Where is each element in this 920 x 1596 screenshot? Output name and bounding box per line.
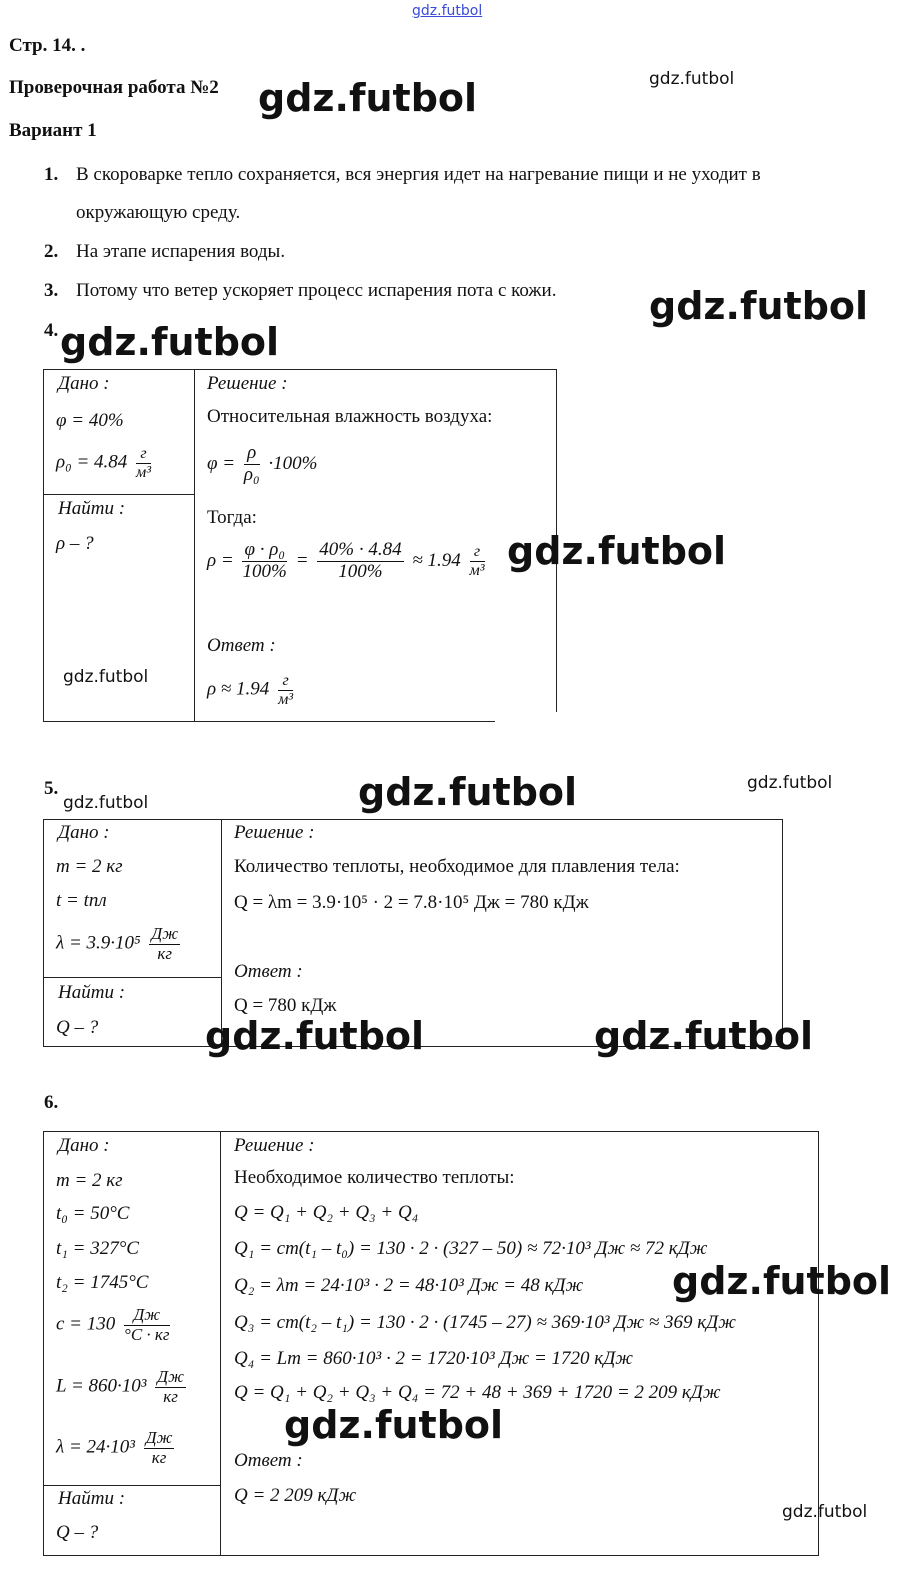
- watermark-large: gdz.futbol: [205, 1014, 425, 1058]
- task-4-then: Тогда:: [207, 507, 257, 528]
- task-6-given-label: Дано :: [58, 1135, 110, 1156]
- work-title: Проверочная работа №2: [9, 77, 219, 98]
- task-4-formula-1-fraction: [244, 443, 260, 486]
- watermark-top[interactable]: gdz.futbol: [412, 3, 483, 19]
- answer-1-number: 1.: [44, 164, 59, 185]
- task-5-answer-label: Ответ :: [234, 961, 303, 982]
- watermark-large: gdz.futbol: [60, 320, 280, 364]
- task-6-answer: Q = 2 209 кДж: [234, 1485, 357, 1506]
- task-4-solution-label: Решение :: [207, 373, 288, 394]
- task-5-answer: Q = 780 кДж: [234, 995, 337, 1016]
- task-4-formula-2-unit-den: м³: [469, 561, 485, 579]
- task-4-answer-unit-den: м³: [278, 690, 294, 708]
- task-4-answer: [207, 672, 297, 708]
- task-4-formula-2-fraction-1: [242, 540, 287, 583]
- task-6-given-c-unit: [124, 1306, 169, 1344]
- page-number: Стр. 14. .: [9, 35, 86, 56]
- task-6-lambda-unit-num: Дж: [145, 1428, 173, 1447]
- task-4-formula-2-den-2: 100%: [338, 560, 383, 582]
- task-4-formula-2-fraction-2: [317, 540, 403, 583]
- task-4-formula-1-right: ·100%: [268, 452, 318, 474]
- task-4-formula-2-eq: =: [295, 549, 309, 571]
- task-4-formula-2-num-1: φ · ρ₀: [244, 539, 285, 560]
- task-4-number: 4.: [44, 320, 59, 341]
- task-5-solution-label: Решение :: [234, 822, 315, 843]
- task-6-given-t1: t₁ = 327°C: [56, 1238, 139, 1259]
- task-5-unit-num: Дж: [151, 924, 179, 943]
- task-4-formula-2-unit-num: г: [470, 543, 485, 562]
- task-6-c-unit-den: °С · кг: [124, 1324, 170, 1344]
- task-4-formula-2-left: ρ =: [207, 549, 234, 571]
- task-6-given-lambda: [56, 1429, 178, 1467]
- watermark-large: gdz.futbol: [258, 76, 478, 120]
- task-6-line-4: Q₃ = cm(t₂ – t₁) = 130 · 2 · (1745 – 27) ≈ 369·10³ Дж ≈ 369 кДж: [234, 1312, 736, 1333]
- task-4-answer-label: Ответ :: [207, 635, 276, 656]
- watermark-small: gdz.futbol: [63, 667, 149, 687]
- watermark-large: gdz.futbol: [358, 770, 578, 814]
- watermark-large: gdz.futbol: [594, 1014, 814, 1058]
- task-4-formula-2-den-1: 100%: [242, 560, 287, 582]
- task-4-find-label: Найти :: [58, 498, 126, 519]
- answer-1-text: В скороварке тепло сохраняется, вся энергия идет на нагревание пищи и не уходит в: [76, 164, 761, 185]
- task-6-given-c-value: c = 130: [56, 1313, 116, 1335]
- task-5-find-label: Найти :: [58, 982, 126, 1003]
- task-6-line-2: Q₁ = cm(t₁ – t₀) = 130 · 2 · (327 – 50) ≈ 72·10³ Дж ≈ 72 кДж: [234, 1238, 708, 1259]
- watermark-large: gdz.futbol: [284, 1403, 504, 1447]
- watermark-small: gdz.futbol: [782, 1502, 868, 1522]
- task-6-line-1: Q = Q₁ + Q₂ + Q₃ + Q₄: [234, 1202, 419, 1223]
- answer-2-number: 2.: [44, 241, 59, 262]
- answer-2-text: На этапе испарения воды.: [76, 241, 286, 262]
- task-6-solution-text: Необходимое количество теплоты:: [234, 1167, 515, 1188]
- task-4-given-phi: φ = 40%: [56, 410, 124, 431]
- watermark-small: gdz.futbol: [63, 793, 149, 813]
- task-4-formula-1-den: ρ₀: [243, 463, 260, 485]
- task-6-given-t2: t₂ = 1745°C: [56, 1272, 149, 1293]
- task-5-given-unit: [149, 925, 180, 963]
- task-6-solution-label: Решение :: [234, 1135, 315, 1156]
- watermark-large: gdz.futbol: [649, 284, 869, 328]
- task-4-answer-unit: [278, 672, 293, 708]
- task-6-given-L-unit: [155, 1368, 186, 1406]
- task-6-given-c: [56, 1306, 174, 1344]
- task-5-given-t: t = tпл: [56, 890, 107, 911]
- watermark-large: gdz.futbol: [507, 529, 727, 573]
- task-4-given-unit: [136, 445, 151, 481]
- variant-title: Вариант 1: [9, 120, 97, 141]
- watermark-small: gdz.futbol: [747, 773, 833, 793]
- task-6-given-L-value: L = 860·10³: [56, 1375, 147, 1397]
- task-6-number: 6.: [44, 1092, 59, 1113]
- task-4-solution-text: Относительная влажность воздуха:: [207, 406, 493, 427]
- task-4-given-rho0: [56, 445, 155, 481]
- task-4-unit-num: г: [136, 445, 151, 464]
- task-6-find: Q – ?: [56, 1522, 99, 1543]
- task-5-given-lambda-value: λ = 3.9·10⁵: [56, 932, 141, 954]
- task-6-line-5: Q₄ = Lm = 860·10³ · 2 = 1720·10³ Дж = 1720 кДж: [234, 1348, 633, 1369]
- task-4-unit-den: м³: [136, 463, 152, 481]
- task-5-formula: Q = λm = 3.9·10⁵ · 2 = 7.8·10⁵ Дж = 780 кДж: [234, 892, 589, 913]
- task-6-given-m: m = 2 кг: [56, 1170, 123, 1191]
- task-4-find: ρ – ?: [56, 533, 94, 554]
- task-4-formula-2-unit: [470, 543, 485, 579]
- task-5-find: Q – ?: [56, 1017, 99, 1038]
- task-6-c-unit-num: Дж: [124, 1306, 169, 1326]
- task-4-formula-2-num-2: 40% · 4.84: [319, 539, 402, 560]
- task-6-answer-label: Ответ :: [234, 1450, 303, 1471]
- task-4-formula-2-result: ≈ 1.94: [412, 549, 461, 571]
- task-5-solution-text: Количество теплоты, необходимое для плавления тела:: [234, 856, 680, 877]
- task-6-lambda-unit-den: кг: [151, 1447, 167, 1467]
- task-4-formula-2: [207, 540, 489, 583]
- answer-3-number: 3.: [44, 280, 59, 301]
- task-4-formula-1: [207, 443, 317, 486]
- task-5-given-lambda: [56, 925, 184, 963]
- task-6-L-unit-num: Дж: [157, 1367, 184, 1386]
- task-4-formula-1-left: φ =: [207, 452, 236, 474]
- answer-1-text-cont: окружающую среду.: [76, 202, 241, 223]
- task-6-given-t0: t₀ = 50°C: [56, 1203, 130, 1224]
- task-6-find-label: Найти :: [58, 1488, 126, 1509]
- task-4-answer-unit-num: г: [278, 672, 293, 691]
- watermark-small: gdz.futbol: [649, 69, 735, 89]
- task-6-line-6: Q = Q₁ + Q₂ + Q₃ + Q₄ = 72 + 48 + 369 + 1720 = 2 209 кДж: [234, 1382, 721, 1403]
- task-4-given-label: Дано :: [58, 373, 110, 394]
- task-5-given-label: Дано :: [58, 822, 110, 843]
- task-6-given-L: [56, 1368, 190, 1406]
- task-6-given-lambda-unit: [144, 1429, 175, 1467]
- task-4-formula-1-num: ρ: [244, 443, 260, 465]
- task-5-unit-den: кг: [157, 943, 173, 963]
- task-5-given-m: m = 2 кг: [56, 856, 123, 877]
- watermark-large: gdz.futbol: [672, 1259, 892, 1303]
- task-5-number: 5.: [44, 778, 59, 799]
- task-4-answer-value: ρ ≈ 1.94: [207, 678, 270, 700]
- task-6-L-unit-den: кг: [163, 1386, 178, 1406]
- task-6-given-lambda-value: λ = 24·10³: [56, 1436, 135, 1458]
- answer-3-text: Потому что ветер ускоряет процесс испарения пота с кожи.: [76, 280, 557, 301]
- task-6-line-3: Q₂ = λm = 24·10³ · 2 = 48·10³ Дж = 48 кДж: [234, 1275, 584, 1296]
- task-4-given-rho0-value: ρ₀ = 4.84: [56, 451, 128, 473]
